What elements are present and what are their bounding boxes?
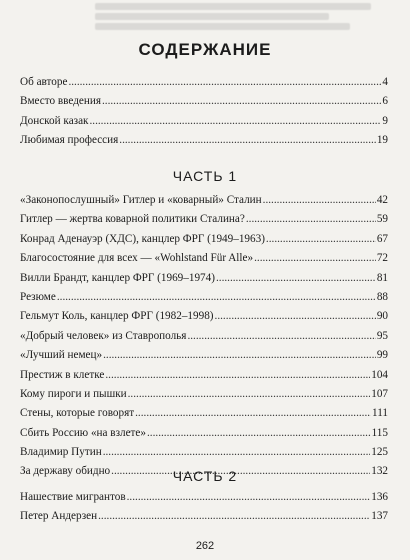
leader-dots bbox=[216, 272, 376, 284]
leader-dots bbox=[127, 491, 371, 503]
leader-dots bbox=[266, 233, 376, 245]
entry-page: 88 bbox=[376, 290, 388, 303]
entry-title: Нашествие мигрантов bbox=[20, 491, 126, 503]
entry-page: 72 bbox=[376, 252, 388, 265]
entry-title: Владимир Путин bbox=[20, 446, 102, 459]
toc-entry[interactable] bbox=[20, 134, 388, 153]
toc-entry[interactable] bbox=[20, 349, 388, 368]
leader-dots bbox=[98, 510, 370, 522]
leader-dots bbox=[103, 446, 371, 458]
toc-entry[interactable] bbox=[20, 252, 388, 271]
leader-dots bbox=[135, 407, 371, 419]
page-number: 262 bbox=[195, 540, 215, 552]
entry-page: 115 bbox=[371, 426, 388, 439]
entry-page: 104 bbox=[371, 368, 388, 381]
toc-entry[interactable] bbox=[20, 76, 388, 95]
toc-entry[interactable] bbox=[20, 427, 388, 446]
entry-title: Об авторе bbox=[20, 76, 68, 88]
toc-entry[interactable] bbox=[20, 115, 388, 134]
leader-dots bbox=[102, 95, 381, 107]
show-through-text bbox=[95, 0, 395, 32]
entry-page: 81 bbox=[376, 271, 388, 284]
entry-title: Престиж в клетке bbox=[20, 368, 105, 381]
entry-page: 90 bbox=[376, 310, 388, 323]
entry-title: Благосостояние для всех — «Wohlstand Für Alle» bbox=[20, 252, 254, 265]
leader-dots bbox=[263, 194, 376, 206]
toc-part-1-list bbox=[20, 194, 388, 485]
entry-page: 95 bbox=[376, 329, 388, 342]
entry-page: 67 bbox=[376, 232, 388, 245]
toc-entry[interactable] bbox=[20, 510, 388, 529]
leader-dots bbox=[128, 388, 371, 400]
entry-page: 4 bbox=[382, 76, 388, 88]
leader-dots bbox=[89, 115, 381, 127]
entry-title: Петер Андерзен bbox=[20, 510, 98, 523]
toc-entry[interactable] bbox=[20, 272, 388, 291]
part-1-heading: ЧАСТЬ 1 bbox=[172, 168, 238, 184]
entry-title: Сбить Россию «на взлете» bbox=[20, 426, 146, 439]
entry-title: Кому пироги и пышки bbox=[20, 387, 127, 400]
entry-title: Вместо введения bbox=[20, 95, 101, 108]
leader-dots bbox=[57, 291, 376, 303]
leader-dots bbox=[119, 134, 376, 146]
entry-page: 125 bbox=[371, 446, 388, 459]
toc-title: СОДЕРЖАНИЕ bbox=[138, 40, 272, 59]
toc-entry[interactable] bbox=[20, 491, 388, 510]
toc-entry[interactable] bbox=[20, 291, 388, 310]
toc-entry[interactable] bbox=[20, 310, 388, 329]
entry-title: «Добрый человек» из Ставрополья bbox=[20, 329, 187, 342]
entry-title: Гельмут Коль, канцлер ФРГ (1982–1998) bbox=[20, 310, 214, 323]
leader-dots bbox=[187, 330, 375, 342]
toc-entry[interactable] bbox=[20, 95, 388, 114]
leader-dots bbox=[103, 349, 376, 361]
entry-title: Конрад Аденауэр (ХДС), канцлер ФРГ (1949–1963) bbox=[20, 232, 265, 245]
entry-title: «Законопослушный» Гитлер и «коварный» Сталин bbox=[20, 194, 262, 206]
toc-entry[interactable] bbox=[20, 330, 388, 349]
entry-title: За державу обидно bbox=[20, 465, 111, 478]
entry-title: Резюме bbox=[20, 290, 56, 303]
entry-page: 137 bbox=[371, 510, 388, 523]
leader-dots bbox=[105, 369, 370, 381]
toc-part-2-list bbox=[20, 491, 388, 530]
toc-entry[interactable] bbox=[20, 407, 388, 426]
part-2-heading: ЧАСТЬ 2 bbox=[172, 468, 238, 484]
entry-title: Гитлер — жертва коварной политики Сталина? bbox=[20, 213, 245, 226]
entry-page: 136 bbox=[371, 491, 388, 503]
leader-dots bbox=[68, 76, 381, 88]
toc-entry[interactable] bbox=[20, 194, 388, 213]
leader-dots bbox=[254, 252, 376, 264]
entry-page: 19 bbox=[376, 134, 388, 147]
entry-page: 6 bbox=[382, 95, 388, 108]
entry-title: Любимая профессия bbox=[20, 134, 119, 147]
entry-title: Вилли Брандт, канцлер ФРГ (1969–1974) bbox=[20, 271, 215, 284]
entry-page: 9 bbox=[382, 114, 388, 127]
entry-page: 111 bbox=[372, 407, 388, 420]
leader-dots bbox=[215, 310, 376, 322]
entry-title: Донской казак bbox=[20, 114, 89, 127]
entry-page: 132 bbox=[371, 465, 388, 478]
toc-entry[interactable] bbox=[20, 233, 388, 252]
leader-dots bbox=[147, 427, 371, 439]
entry-page: 42 bbox=[376, 194, 388, 206]
toc-entry[interactable] bbox=[20, 446, 388, 465]
entry-title: Стены, которые говорят bbox=[20, 407, 135, 420]
leader-dots bbox=[246, 213, 376, 225]
toc-entry[interactable] bbox=[20, 213, 388, 232]
entry-page: 99 bbox=[376, 349, 388, 362]
toc-intro-list bbox=[20, 76, 388, 154]
toc-entry[interactable] bbox=[20, 388, 388, 407]
entry-page: 107 bbox=[371, 387, 388, 400]
entry-title: «Лучший немец» bbox=[20, 349, 103, 362]
entry-page: 59 bbox=[376, 213, 388, 226]
toc-entry[interactable] bbox=[20, 369, 388, 388]
